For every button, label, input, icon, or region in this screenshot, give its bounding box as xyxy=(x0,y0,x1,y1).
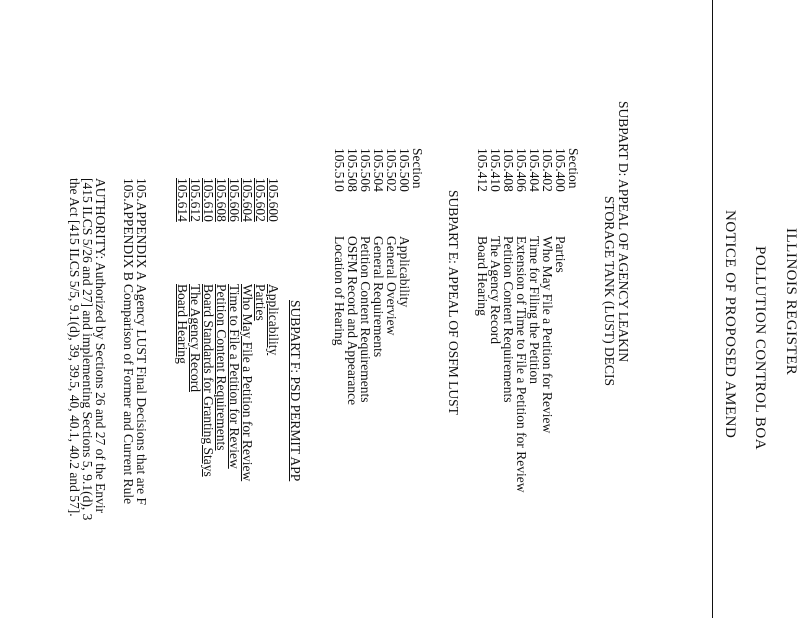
header-rule xyxy=(712,0,713,618)
authority-line-3: the Act [415 ILCS 5/5, 9.1(d), 39, 39.5, 40, 40.1, 40.2 and 57]. xyxy=(67,178,82,517)
appendix-title: Comparison of Former and Current Rule xyxy=(121,284,136,505)
section-title: The Agency Record xyxy=(488,236,503,344)
section-number: 105.402 xyxy=(540,148,555,192)
section-title: Parties xyxy=(253,284,268,321)
authority-line-1: AUTHORITY: Authorized by Sections 26 and 27 of the Envir xyxy=(93,178,108,514)
section-number: 105.602 xyxy=(253,178,268,222)
section-number: 105.412 xyxy=(475,148,490,192)
subpart-d-title-1: SUBPART D: APPEAL OF AGENCY LEAKIN xyxy=(616,101,631,363)
section-title: Time for Filing the Petition xyxy=(527,236,542,385)
section-number: 105.612 xyxy=(188,178,203,222)
section-title: Extension of Time to File a Petition for Review xyxy=(514,236,529,493)
section-title: General Overview xyxy=(384,236,399,336)
section-title: Petition Content Requirements xyxy=(214,284,229,451)
section-number: 105.608 xyxy=(214,178,229,222)
section-title: The Agency Record xyxy=(188,284,203,392)
section-number: 105.406 xyxy=(514,148,529,192)
section-number: 105.508 xyxy=(345,148,360,192)
section-title: Board Hearing xyxy=(475,236,490,316)
section-title: Applicability xyxy=(266,284,281,356)
section-title: Who May File a Petition for Review xyxy=(540,236,555,434)
section-title: Petition Content Requirements xyxy=(501,236,516,403)
appendix-title: Agency LUST Final Decisions that are F xyxy=(134,284,149,505)
section-number: 105.510 xyxy=(332,148,347,192)
section-number: 105.502 xyxy=(384,148,399,192)
section-number: 105.614 xyxy=(175,178,190,222)
section-title: Who May File a Petition for Review xyxy=(240,284,255,482)
notice-header: NOTICE OF PROPOSED AMEND xyxy=(722,210,738,439)
subpart-e-title: SUBPART E: APPEAL OF OSFM LUST xyxy=(446,190,461,415)
section-number: 105.504 xyxy=(371,148,386,192)
section-number: 105.506 xyxy=(358,148,373,192)
section-title: OSFM Record and Appearance xyxy=(345,236,360,406)
section-title: Time to File a Petition for Review xyxy=(227,284,242,469)
section-number: 105.610 xyxy=(201,178,216,222)
section-number: 105.404 xyxy=(527,148,542,192)
section-title: Petition Content Requirements xyxy=(358,236,373,403)
section-label: Section xyxy=(410,148,425,189)
section-number: 105.408 xyxy=(501,148,516,192)
authority-line-2: [415 ILCS 5/26 and 27] and implementing Sections 5, 9.1(d), 3 xyxy=(80,178,95,521)
section-title: Board Hearing xyxy=(175,284,190,364)
section-label: Section xyxy=(566,148,581,189)
section-title: General Requirements xyxy=(371,236,386,358)
subpart-d-title-2: STORAGE TANK (LUST) DECIS xyxy=(602,196,617,387)
section-title: Applicability xyxy=(397,236,412,308)
section-title: Location of Hearing xyxy=(332,236,347,346)
section-number: 105.606 xyxy=(227,178,242,222)
section-number: 105.600 xyxy=(266,178,281,222)
section-title: Parties xyxy=(553,236,568,273)
section-number: 105.500 xyxy=(397,148,412,192)
register-header: ILLINOIS REGISTER xyxy=(783,228,799,376)
section-title: Board Standards for Granting Stays xyxy=(201,284,216,477)
section-number: 105.604 xyxy=(240,178,255,222)
appendix-label: 105.APPENDIX A xyxy=(134,178,149,281)
section-number: 105.400 xyxy=(553,148,568,192)
board-header: POLLUTION CONTROL BOA xyxy=(752,246,768,451)
appendix-label: 105.APPENDIX B xyxy=(121,178,136,281)
section-number: 105.410 xyxy=(488,148,503,192)
subpart-f-title: SUBPART F: PSD PERMIT APP xyxy=(288,300,303,482)
